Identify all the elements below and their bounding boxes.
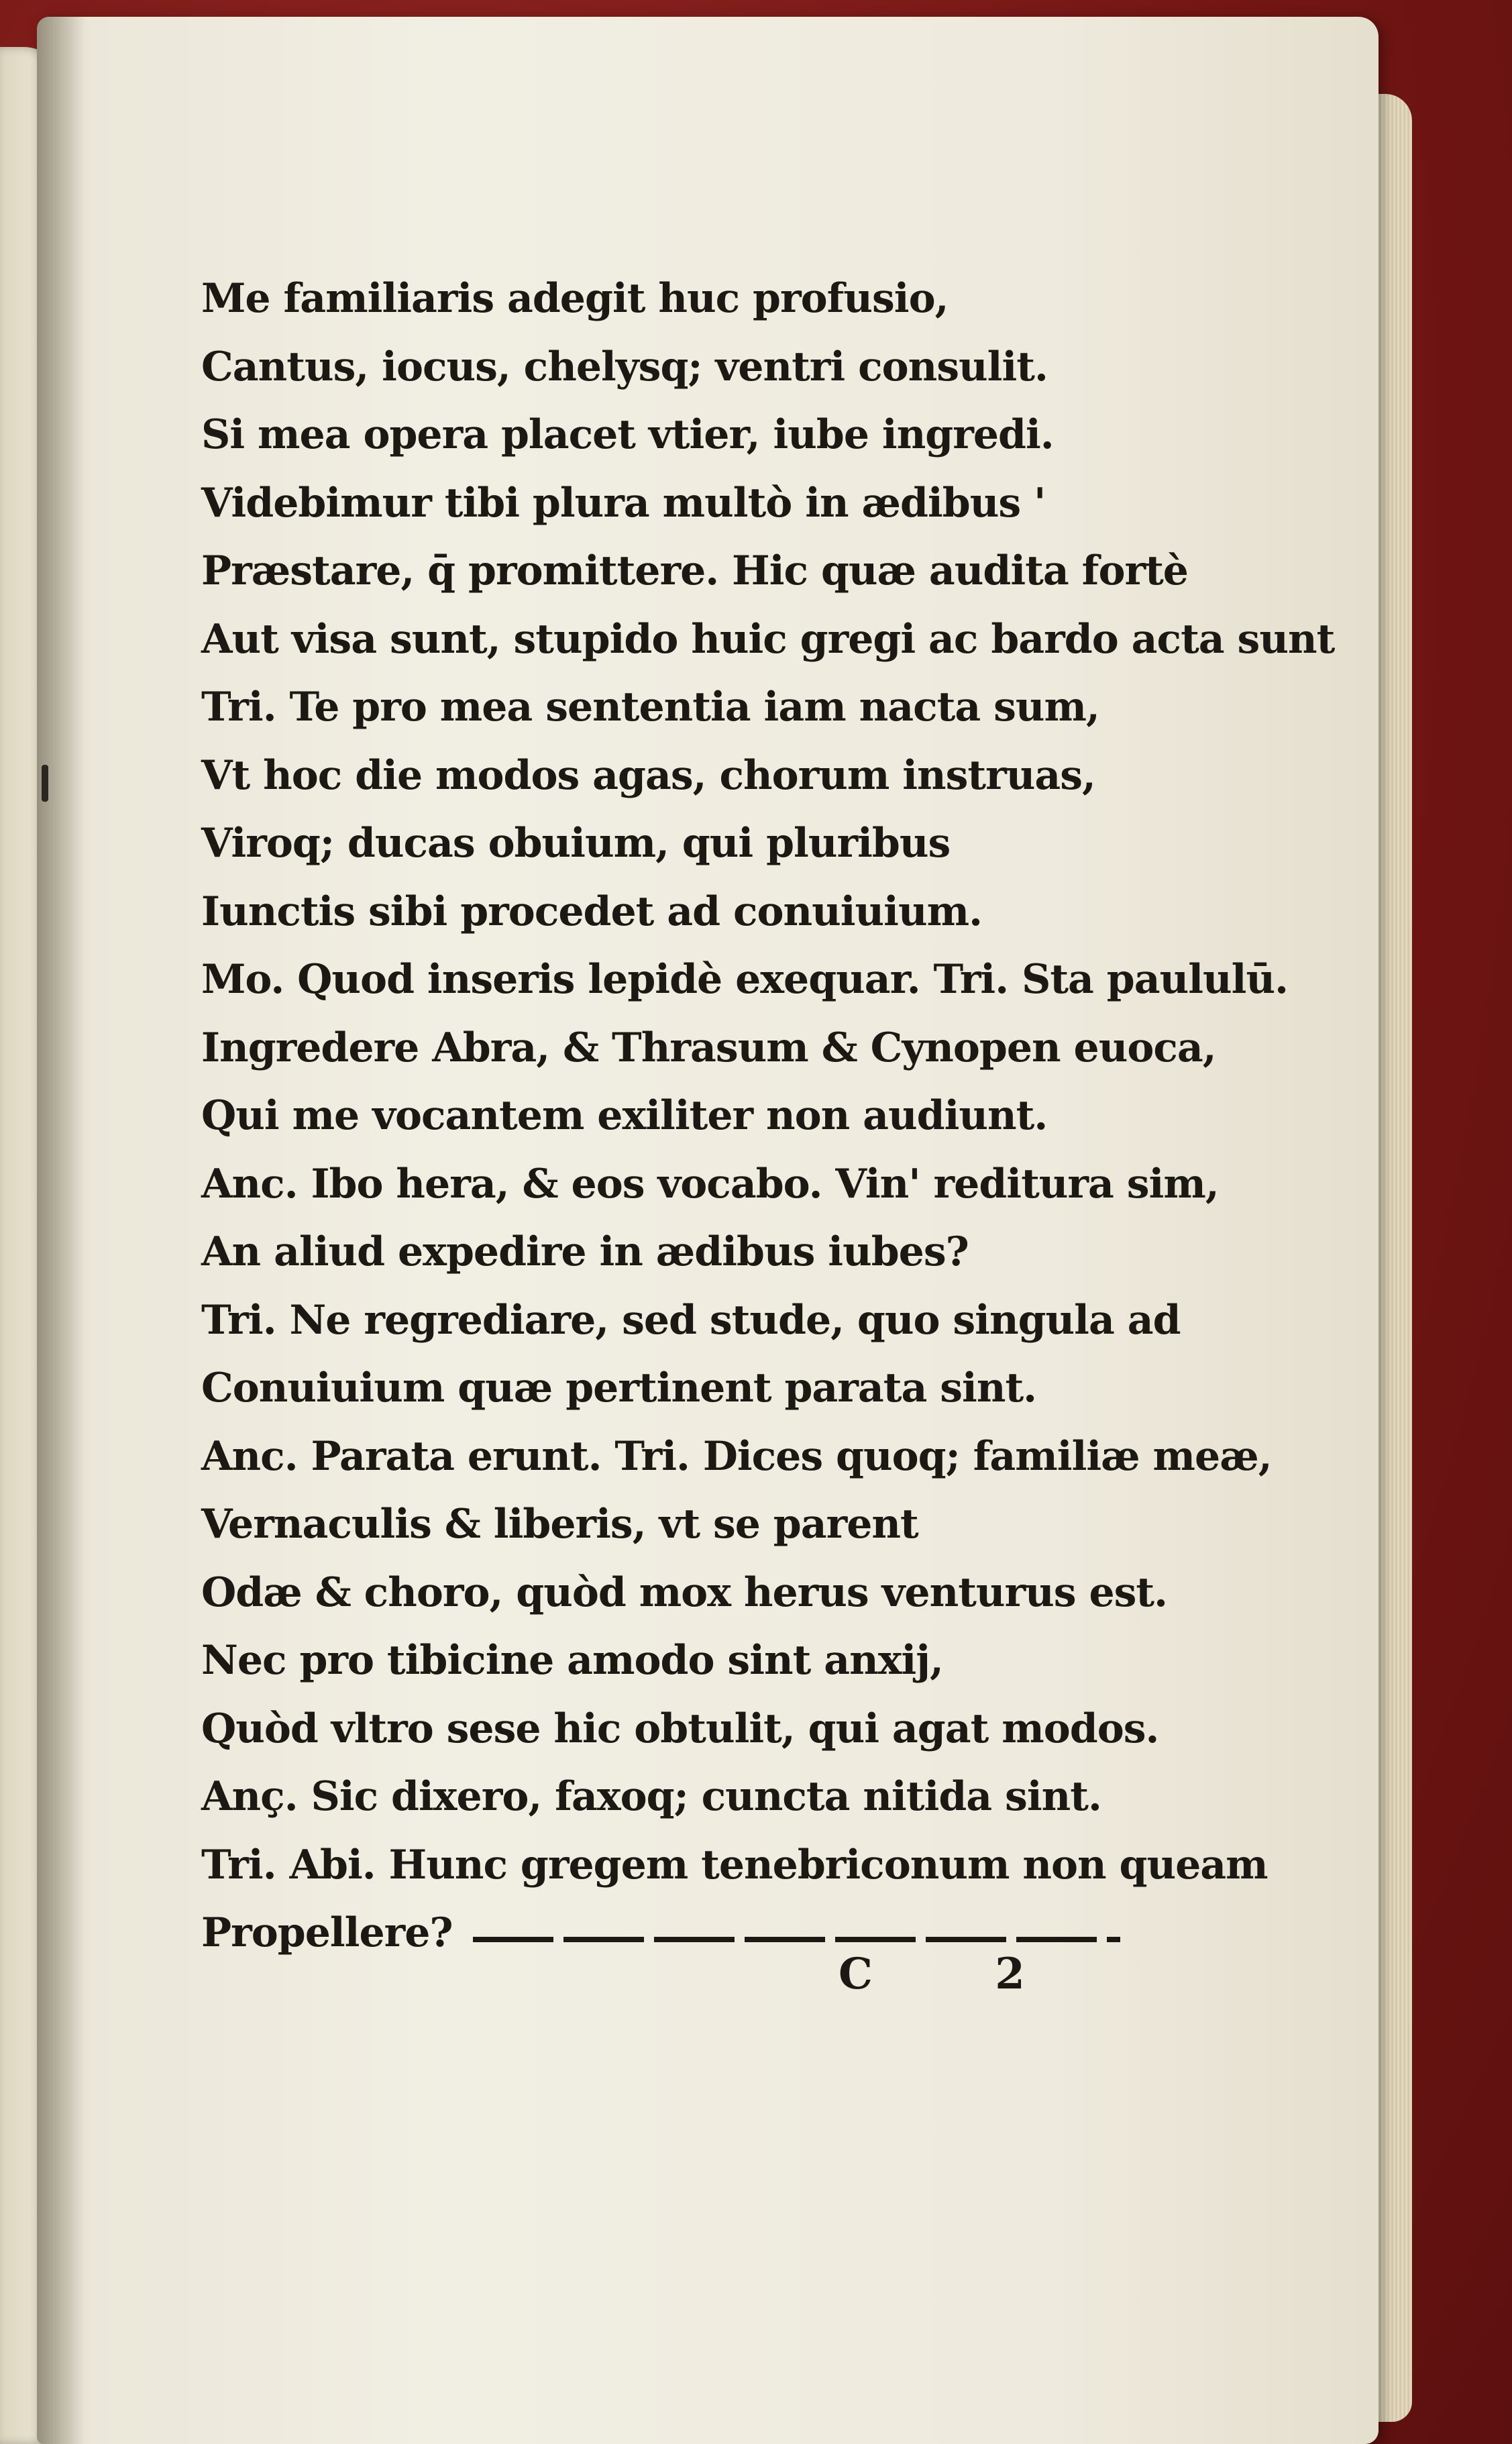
verse-line: Si mea opera placet vtier, iube ingredi. bbox=[201, 411, 1054, 458]
margin-ink-mark bbox=[42, 765, 48, 802]
verse-line: Vt hoc die modos agas, chorum instruas, bbox=[201, 751, 1095, 799]
final-verse-text: Propellere? bbox=[201, 1909, 453, 1956]
verse-line: Anc. Parata erunt. Tri. Dices quoq; familiæ meæ, bbox=[201, 1432, 1272, 1480]
verse-line: Qui me vocantem exiliter non audiunt. bbox=[201, 1092, 1048, 1139]
verse-line: Tri. Te pro mea sententia iam nacta sum, bbox=[201, 684, 1099, 731]
verse-line: Anc. Ibo hera, & eos vocabo. Vin' reditura sim, bbox=[201, 1160, 1219, 1208]
verse-line: Aut visa sunt, stupido huic gregi ac bardo acta sunt bbox=[201, 615, 1335, 663]
verse-line: Præstare, q̄ promittere. Hic quæ audita fortè bbox=[201, 547, 1188, 594]
verse-line: Me familiaris adegit huc profusio, bbox=[201, 275, 949, 322]
verse-line: Tri. Abi. Hunc gregem tenebriconum non queam bbox=[201, 1841, 1268, 1889]
verse-line: Nec pro tibicine amodo sint anxij, bbox=[201, 1637, 943, 1684]
verse-line: Mo. Quod inseris lepidè exequar. Tri. Sta paululū. bbox=[201, 956, 1288, 1003]
verse-line: Vernaculis & liberis, vt se parent bbox=[201, 1501, 918, 1548]
verse-line: Anç. Sic dixero, faxoq; cuncta nitida sint. bbox=[201, 1773, 1101, 1820]
verse-line: Iunctis sibi procedet ad conuiuium. bbox=[201, 888, 982, 935]
signature-mark: C 2 bbox=[839, 1949, 1079, 1999]
verse-text-block bbox=[201, 265, 1335, 1968]
verse-line: Ingredere Abra, & Thrasum & Cynopen euoca, bbox=[201, 1024, 1216, 1071]
verse-line: Videbimur tibi plura multò in ædibus ' bbox=[201, 479, 1046, 527]
gutter-shadow bbox=[37, 17, 84, 2444]
verse-line: Quòd vltro sese hic obtulit, qui agat modos. bbox=[201, 1705, 1159, 1752]
verse-line: Viroq; ducas obuium, qui pluribus bbox=[201, 820, 951, 867]
final-verse-line bbox=[201, 1899, 1234, 1968]
verse-line: Tri. Ne regrediare, sed stude, quo singula ad bbox=[201, 1296, 1181, 1344]
verse-line: An aliud expedire in ædibus iubes? bbox=[201, 1228, 969, 1275]
closing-rule bbox=[473, 1937, 1120, 1942]
verse-line: Cantus, iocus, chelysq; ventri consulit. bbox=[201, 343, 1048, 390]
verse-line: Odæ & choro, quòd mox herus venturus est. bbox=[201, 1569, 1168, 1616]
verse-line: Conuiuium quæ pertinent parata sint. bbox=[201, 1365, 1037, 1412]
